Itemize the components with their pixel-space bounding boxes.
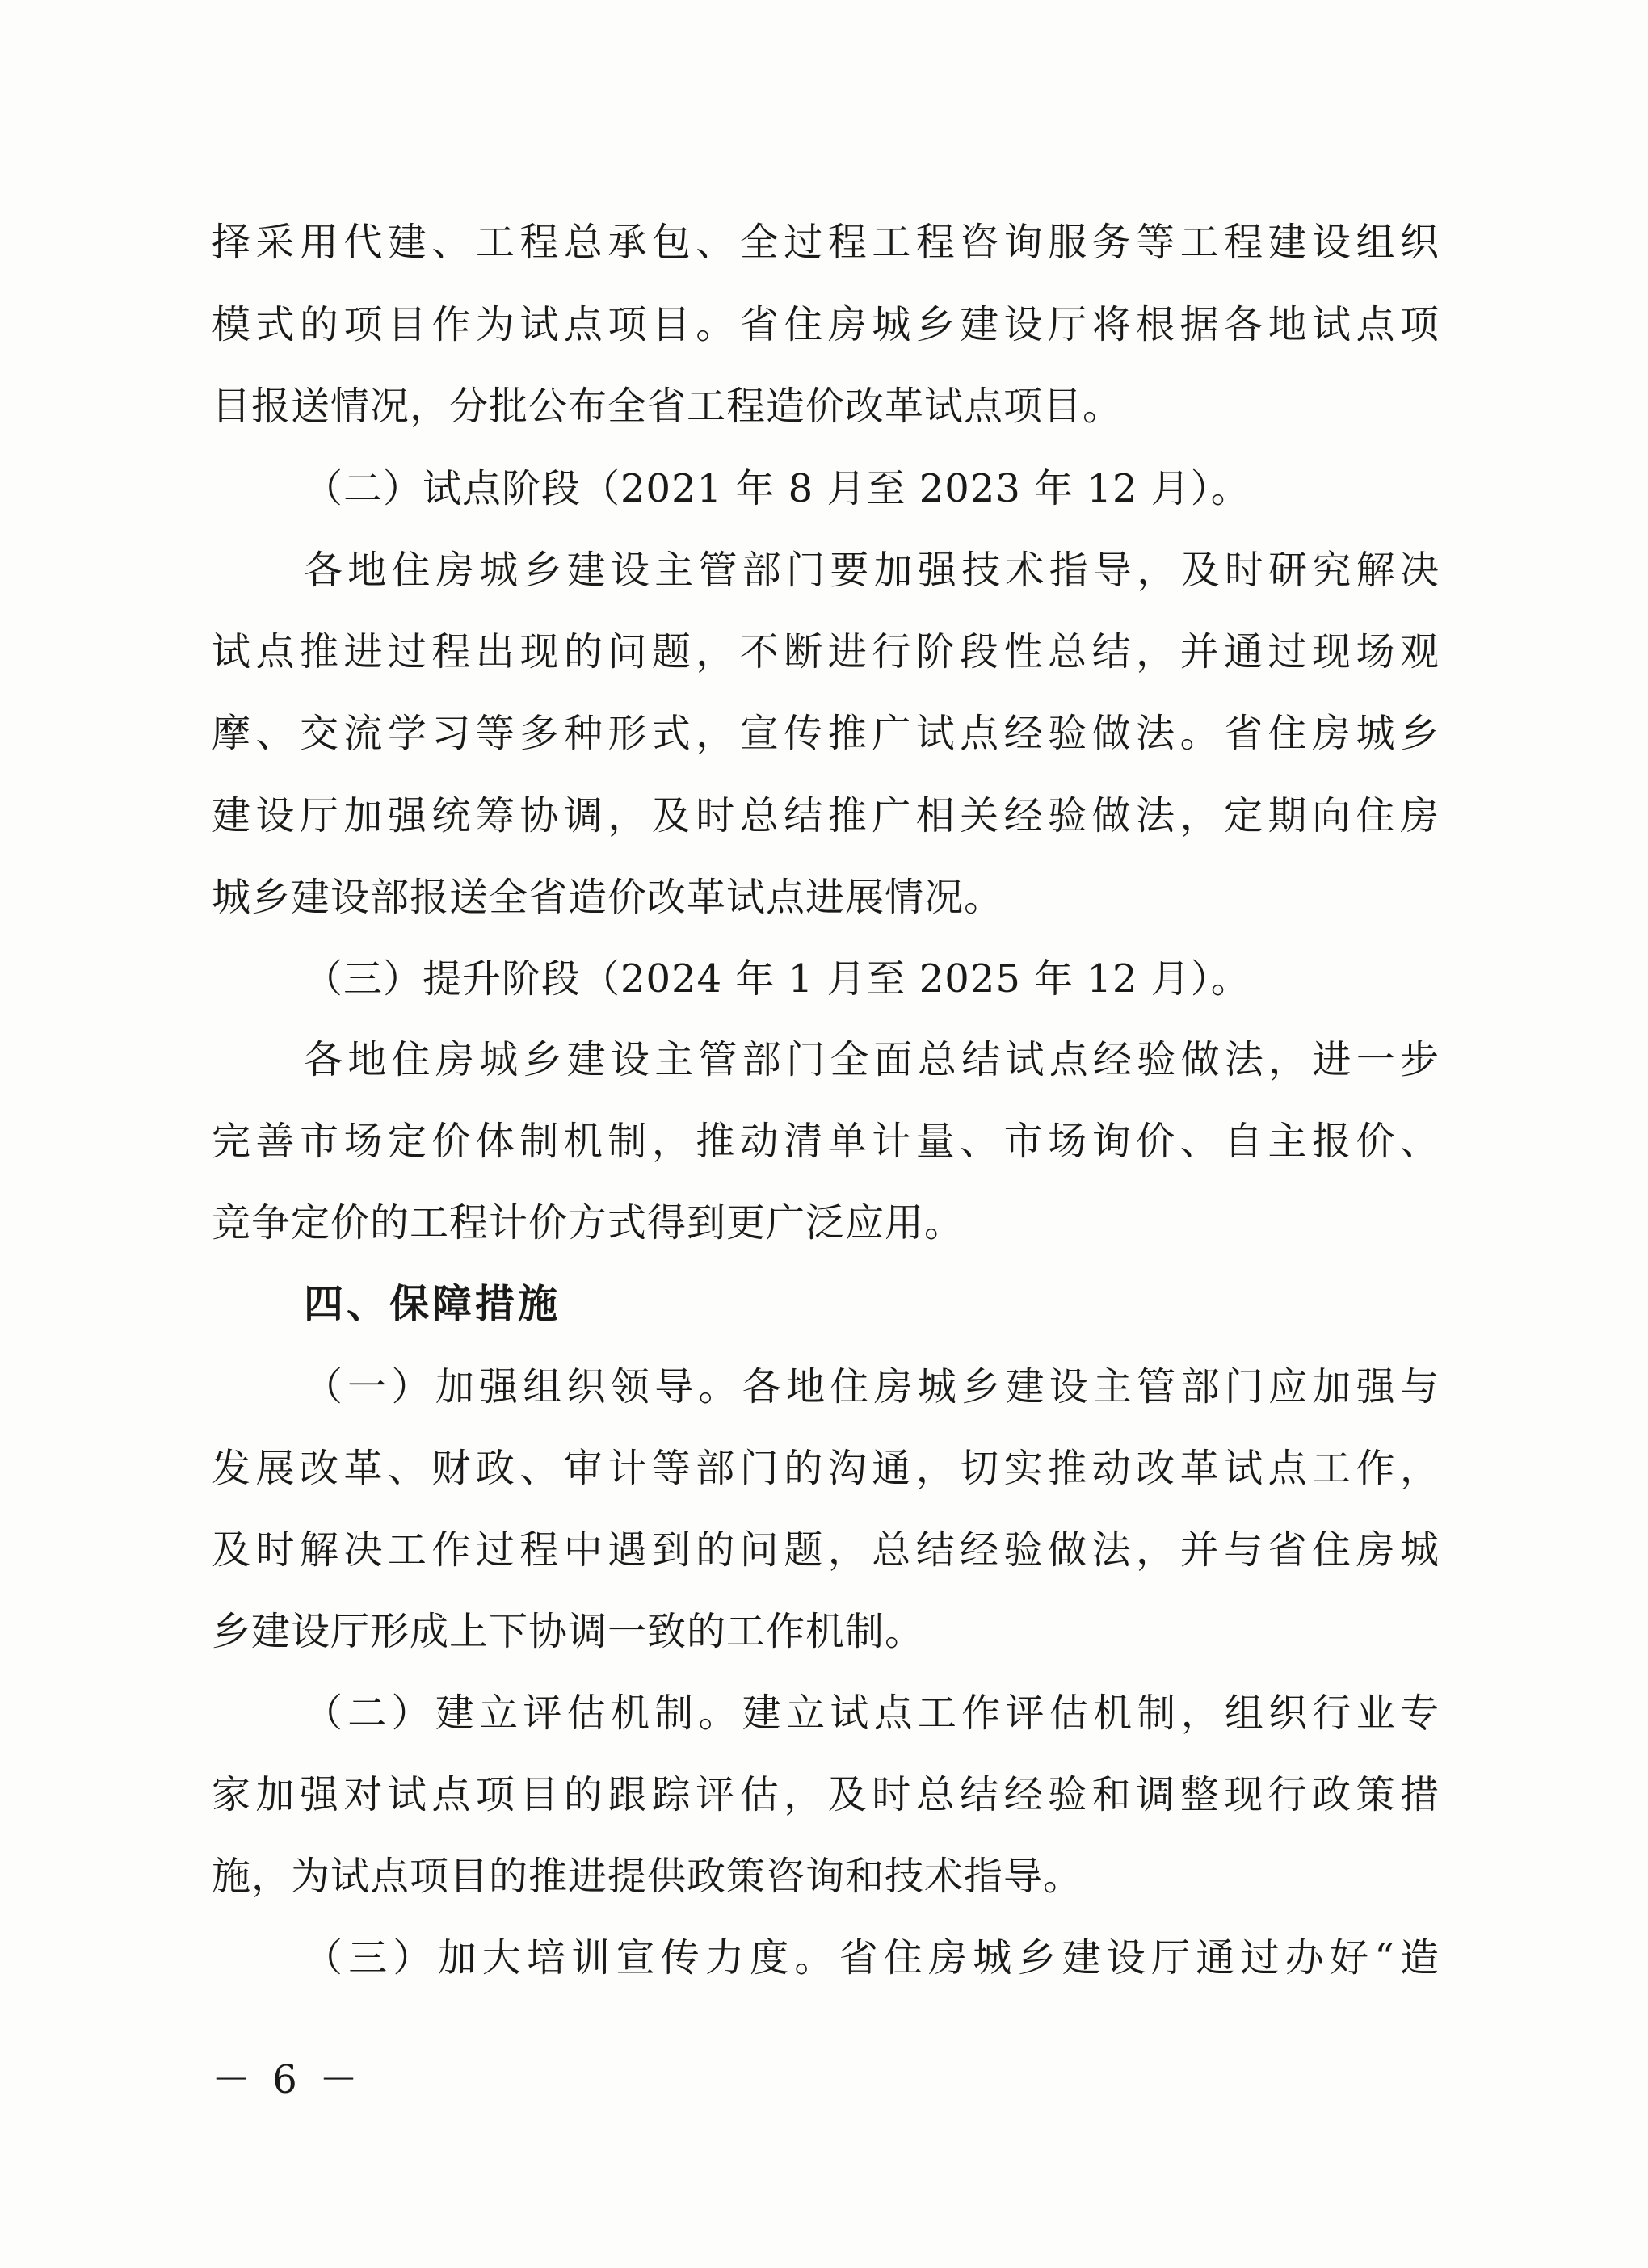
body-text-line: 各地住房城乡建设主管部门要加强技术指导，及时研究解决 — [304, 548, 1440, 593]
body-text-line: 及时解决工作过程中遇到的问题，总结经验做法，并与省住房城 — [212, 1527, 1440, 1573]
body-text-line: 家加强对试点项目的跟踪评估，及时总结经验和调整现行政策措 — [212, 1772, 1440, 1817]
section-heading: 四、保障措施 — [304, 1281, 561, 1327]
body-text-line: 完善市场定价体制机制，推动清单计量、市场询价、自主报价、 — [212, 1119, 1440, 1164]
body-text-line: 各地住房城乡建设主管部门全面总结试点经验做法，进一步 — [304, 1037, 1440, 1082]
body-text-line: 目报送情况，分批公布全省工程造价改革试点项目。 — [212, 384, 1123, 429]
section-subheading: （二）试点阶段（2021 年 8 月至 2023 年 12 月）。 — [304, 466, 1251, 511]
body-text-line: 施，为试点项目的推进提供政策咨询和技术指导。 — [212, 1854, 1083, 1899]
body-text-line: 建设厅加强统筹协调，及时总结推广相关经验做法，定期向住房 — [212, 793, 1440, 838]
body-text-line: 发展改革、财政、审计等部门的沟通，切实推动改革试点工作， — [212, 1446, 1440, 1491]
page-number: － 6 － — [212, 2057, 364, 2102]
body-text-line: （一）加强组织领导。各地住房城乡建设主管部门应加强与 — [304, 1364, 1440, 1409]
body-text-line: 城乡建设部报送全省造价改革试点进展情况。 — [212, 875, 1004, 920]
body-text-line: 乡建设厅形成上下协调一致的工作机制。 — [212, 1609, 925, 1654]
body-text-line: 择采用代建、工程总承包、全过程工程咨询服务等工程建设组织 — [212, 220, 1440, 265]
body-text-line: 摩、交流学习等多种形式，宣传推广试点经验做法。省住房城乡 — [212, 711, 1440, 756]
body-text-line: 模式的项目作为试点项目。省住房城乡建设厅将根据各地试点项 — [212, 302, 1440, 347]
body-text-line: 试点推进过程出现的问题，不断进行阶段性总结，并通过现场观 — [212, 629, 1440, 674]
body-text-line: （三）加大培训宣传力度。省住房城乡建设厅通过办好“造 — [304, 1935, 1440, 1980]
body-text-line: （二）建立评估机制。建立试点工作评估机制，组织行业专 — [304, 1690, 1440, 1736]
body-text-line: 竞争定价的工程计价方式得到更广泛应用。 — [212, 1200, 965, 1245]
section-subheading: （三）提升阶段（2024 年 1 月至 2025 年 12 月）。 — [304, 956, 1251, 1002]
